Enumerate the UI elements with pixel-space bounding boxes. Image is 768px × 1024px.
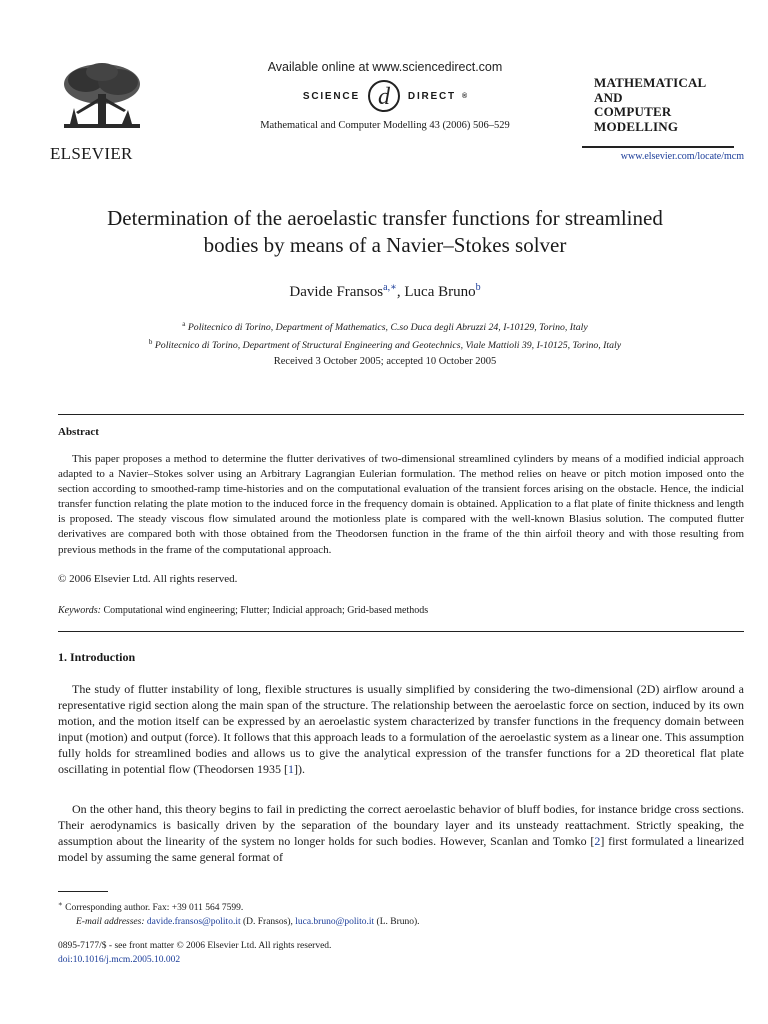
issn-line: 0895-7177/$ - see front matter © 2006 Elsevier Ltd. All rights reserved. (58, 941, 332, 951)
affiliation-text: Politecnico di Torino, Department of Structural Engineering and Geotechnics, Viale Mattioli 39, I-10125, Torino, Italy (154, 340, 622, 351)
author-affiliation-link[interactable]: a,∗ (383, 282, 397, 293)
sd-registered-mark: ® (461, 92, 468, 100)
abstract-text: This paper proposes a method to determine the flutter derivatives of two-dimensional streamlined cylinders by means of a modified indicial approach adapted to a Navier–Stokes solver using an Arbitrary Lagrangian Eulerian formulation. The method relies on heave or pitch motion imposed onto the section according to smoothed-ramp time-histories and on the computational evaluation of the transient forces arising on the obstacle. Hence, the indicial transfer function relating the plate motion to the induced force in the frequency domain is obtained. Application to a flat plate of finite thickness and length is proposed. The steady viscous flow simulated around the motionless plate is compared with the well-known Blasius solution. The computed flutter derivatives are compared both with those obtained from the Theodorsen function in the frame of the thin airfoil theory and with those resulting from previous methods in the frame of the computational approach. (58, 453, 744, 556)
sciencedirect-logo (200, 76, 570, 116)
journal-title-block (594, 76, 734, 134)
sd-left-text: SCIENCE (302, 90, 360, 102)
sciencedirect-banner (200, 60, 570, 131)
elsevier-tree-icon (56, 60, 148, 138)
journal-url-link[interactable]: www.elsevier.com/locate/mcm (620, 151, 744, 162)
keywords-text: Computational wind engineering; Flutter; Indicial approach; Grid-based methods (103, 605, 429, 616)
abstract-bottom-rule (58, 631, 744, 632)
copyright-notice: © 2006 Elsevier Ltd. All rights reserved. (58, 573, 238, 585)
sd-right-text: DIRECT (407, 90, 456, 102)
affiliations (40, 317, 730, 353)
journal-title-line: MATHEMATICAL (594, 75, 707, 90)
article-title-line: bodies by means of a Navier–Stokes solver (203, 233, 567, 257)
email-label: E-mail addresses: (76, 917, 145, 927)
email-owner: (L. Bruno). (374, 917, 420, 927)
affiliation-b (40, 335, 730, 353)
paragraph-text: On the other hand, this theory begins to fail in predicting the correct aeroelastic behavior of bluff bodies, for instance bridge cross sections. Their aerodynamics is basically driven by the separation of the boundary layer and its unsteady reattachment. Strictly speaking, the assumption about the linearity of the system no longer holds for such bodies. However, Scanlan and Tomko [ (58, 802, 744, 848)
abstract-heading: Abstract (58, 426, 99, 438)
keywords-label: Keywords: (58, 605, 101, 616)
keywords (58, 605, 428, 616)
footnotes (58, 897, 744, 929)
author-list (40, 282, 730, 301)
corresponding-author-note (58, 897, 744, 915)
email-link[interactable]: davide.fransos@polito.it (146, 917, 241, 927)
affiliation-a (40, 317, 730, 335)
journal-title-line: COMPUTER (594, 104, 672, 119)
journal-title-line: MODELLING (594, 118, 679, 134)
doi-link[interactable]: doi:10.1016/j.mcm.2005.10.002 (58, 954, 181, 965)
journal-reference: Mathematical and Computer Modelling 43 (2006) 506–529 (260, 120, 510, 131)
abstract-top-rule (58, 414, 744, 415)
bottom-matter (58, 940, 331, 967)
available-online-text[interactable]: Available online at www.sciencedirect.com (267, 60, 503, 74)
elsevier-logo (50, 60, 150, 164)
paragraph-text: The study of flutter instability of long, flexible structures is usually simplified by considering the two-dimensional (2D) airflow around a representative rigid section along the main span of the structure. The relationship between the aeroelastic force on section, induced by its own motion, and the motion itself can be expressed by an aeroelastic system characterized by transfer functions in the frequency domain between input (motion) and output (force). It follows that this approach leads to a formulation of the aeroelastic system as a linear one. This assumption fully holds for streamlined bodies and allows us to give the analytical expression of the transfer functions for a 2D theoretical flat plate oscillating in potential flow (Theodorsen 1935 [ (58, 682, 744, 776)
email-note (58, 915, 744, 929)
article-title (40, 205, 730, 259)
paragraph-text: ]). (293, 762, 305, 776)
email-link[interactable]: luca.bruno@polito.it (295, 917, 375, 927)
reference-link[interactable]: 1 (287, 762, 294, 776)
journal-title-rule (582, 146, 734, 148)
sciencedirect-d-icon (366, 78, 402, 114)
intro-paragraph (58, 681, 744, 777)
footnote-rule (58, 891, 108, 892)
journal-title-line: AND (594, 89, 623, 105)
author-name: Davide Fransos (289, 284, 384, 300)
article-title-line: Determination of the aeroelastic transfer functions for streamlined (107, 206, 663, 230)
section-heading: 1. Introduction (58, 650, 136, 664)
email-owner: (D. Fransos), (240, 917, 296, 927)
publisher-name: ELSEVIER (50, 144, 133, 163)
svg-text:d: d (377, 84, 390, 110)
affiliation-text: Politecnico di Torino, Department of Mathematics, C.so Duca degli Abruzzi 24, I-10129, Torino, Italy (187, 322, 588, 333)
affiliation-mark: a (182, 320, 186, 328)
affiliation-mark: b (148, 338, 153, 346)
author-separator: , (396, 284, 405, 300)
reference-link[interactable]: 2 (594, 834, 601, 848)
author-name: Luca Bruno (404, 284, 476, 300)
footnote-mark: ∗ (58, 900, 63, 908)
author-affiliation-link[interactable]: b (475, 282, 481, 293)
received-dates: Received 3 October 2005; accepted 10 October 2005 (273, 356, 497, 367)
paragraph-text: ] first formulated a linearized model by assuming the same general format of (58, 834, 744, 864)
footnote-text: Corresponding author. Fax: +39 011 564 7599. (65, 903, 244, 913)
intro-paragraph (58, 801, 744, 865)
